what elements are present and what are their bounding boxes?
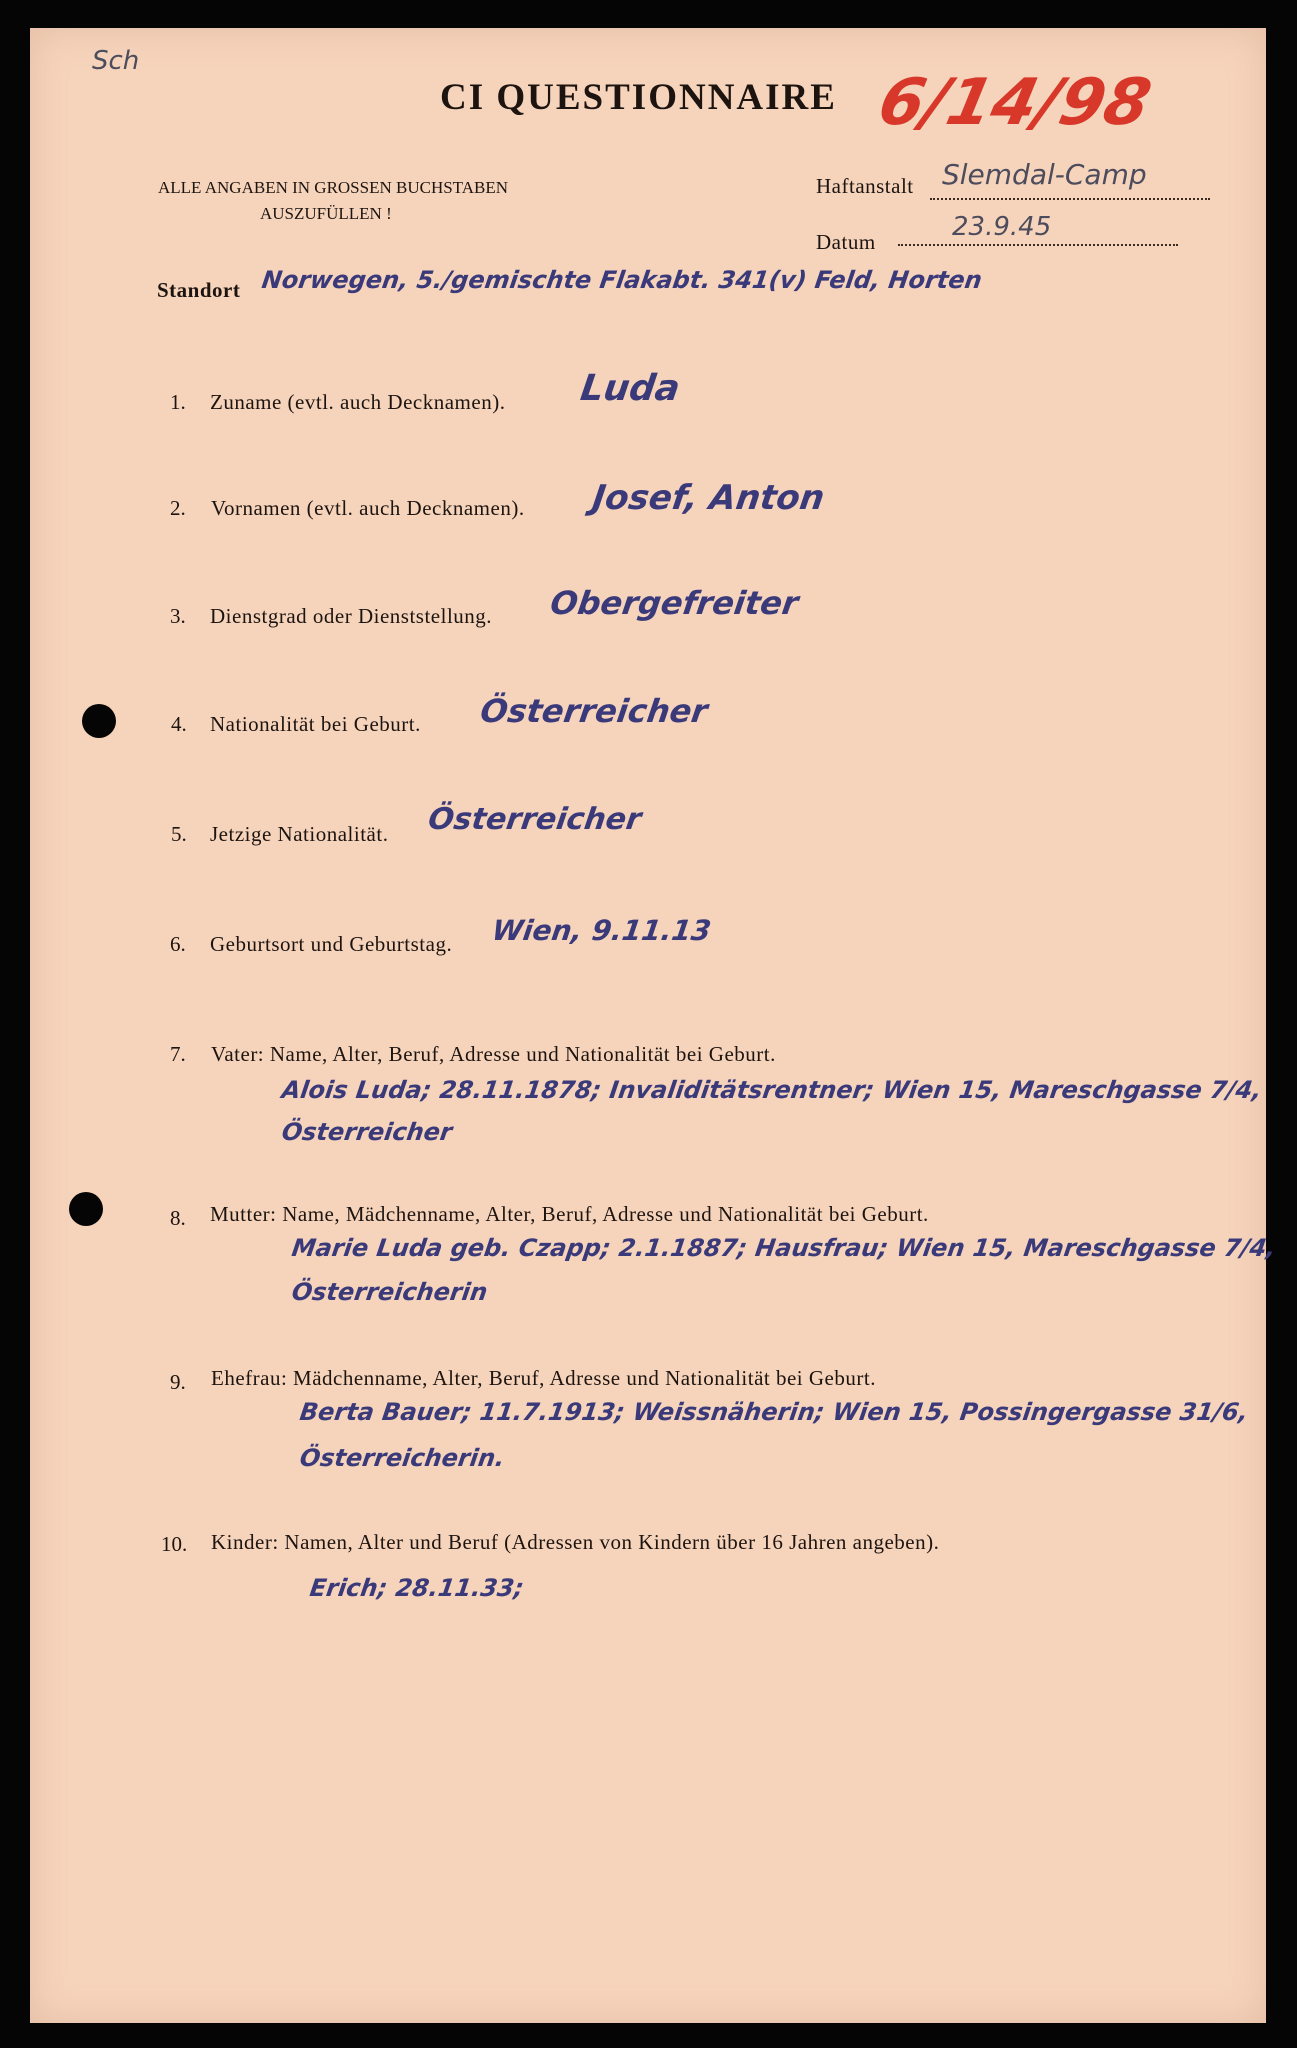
q2-label: Vornamen (evtl. auch Decknamen). (211, 496, 525, 520)
q2-number: 2. (170, 496, 186, 520)
q10-number: 10. (161, 1532, 188, 1556)
q3-answer: Obergefreiter (548, 584, 801, 622)
q8-answer-line-2: Österreicherin (290, 1278, 490, 1306)
questionnaire-page (30, 28, 1278, 2023)
q7-answer-line-1: Alois Luda; 28.11.1878; Invaliditätsrentner; Wien 15, Mareschgasse 7/4, (280, 1076, 1264, 1104)
q5-answer: Österreicher (426, 802, 644, 837)
q4-label: Nationalität bei Geburt. (210, 712, 421, 736)
q4-answer: Österreicher (478, 692, 711, 730)
q8-answer-line-1: Marie Luda geb. Czapp; 2.1.1887; Hausfrau; Wien 15, Mareschgasse 7/4, (290, 1234, 1278, 1262)
punch-hole-lower (69, 1192, 103, 1226)
q6-label: Geburtsort und Geburtstag. (210, 932, 453, 956)
instruction-line-2: AUSZUFÜLLEN ! (260, 204, 392, 223)
q7-label: Vater: Name, Alter, Beruf, Adresse und Nationalität bei Geburt. (211, 1042, 776, 1066)
datum-label: Datum (816, 230, 876, 254)
q9-answer-line-2: Österreicherin. (298, 1444, 507, 1472)
q1-label: Zuname (evtl. auch Decknamen). (210, 390, 506, 414)
q7-number: 7. (170, 1042, 186, 1066)
haftanstalt-dotted-line (930, 198, 1210, 200)
haftanstalt-value: Slemdal-Camp (942, 158, 1147, 191)
q3-number: 3. (170, 604, 186, 628)
standort-label: Standort (157, 278, 241, 302)
q8-label: Mutter: Name, Mädchenname, Alter, Beruf, Adresse und Nationalität bei Geburt. (210, 1202, 929, 1226)
q9-label: Ehefrau: Mädchenname, Alter, Beruf, Adresse und Nationalität bei Geburt. (211, 1366, 876, 1390)
instruction-line-1: ALLE ANGABEN IN GROSSEN BUCHSTABEN (158, 178, 508, 197)
datum-value: 23.9.45 (952, 212, 1052, 242)
q2-answer: Josef, Anton (590, 478, 827, 518)
corner-handwritten-note: Sch (92, 46, 140, 76)
q6-number: 6. (170, 932, 186, 956)
punch-hole-upper (82, 704, 116, 738)
haftanstalt-label: Haftanstalt (816, 174, 914, 198)
q10-answer-line-1: Erich; 28.11.33; (308, 1574, 526, 1602)
page-title: CI QUESTIONNAIRE (440, 77, 837, 118)
q6-answer: Wien, 9.11.13 (490, 914, 714, 947)
standort-value: Norwegen, 5./gemischte Flakabt. 341(v) Feld, Horten (260, 266, 984, 294)
q4-number: 4. (171, 712, 187, 736)
q5-number: 5. (171, 822, 187, 846)
q7-answer-line-2: Österreicher (280, 1118, 454, 1146)
q1-answer: Luda (578, 368, 683, 409)
datum-dotted-line (898, 244, 1178, 246)
file-number-red: 6/14/98 (872, 66, 1158, 140)
q9-number: 9. (170, 1370, 186, 1394)
q9-answer-line-1: Berta Bauer; 11.7.1913; Weissnäherin; Wien 15, Possingergasse 31/6, (298, 1398, 1250, 1426)
q10-label: Kinder: Namen, Alter und Beruf (Adressen von Kindern über 16 Jahren angeben). (211, 1530, 940, 1554)
q5-label: Jetzige Nationalität. (210, 822, 389, 846)
q3-label: Dienstgrad oder Dienststellung. (210, 604, 493, 628)
q1-number: 1. (170, 390, 186, 414)
q8-number: 8. (170, 1206, 186, 1230)
